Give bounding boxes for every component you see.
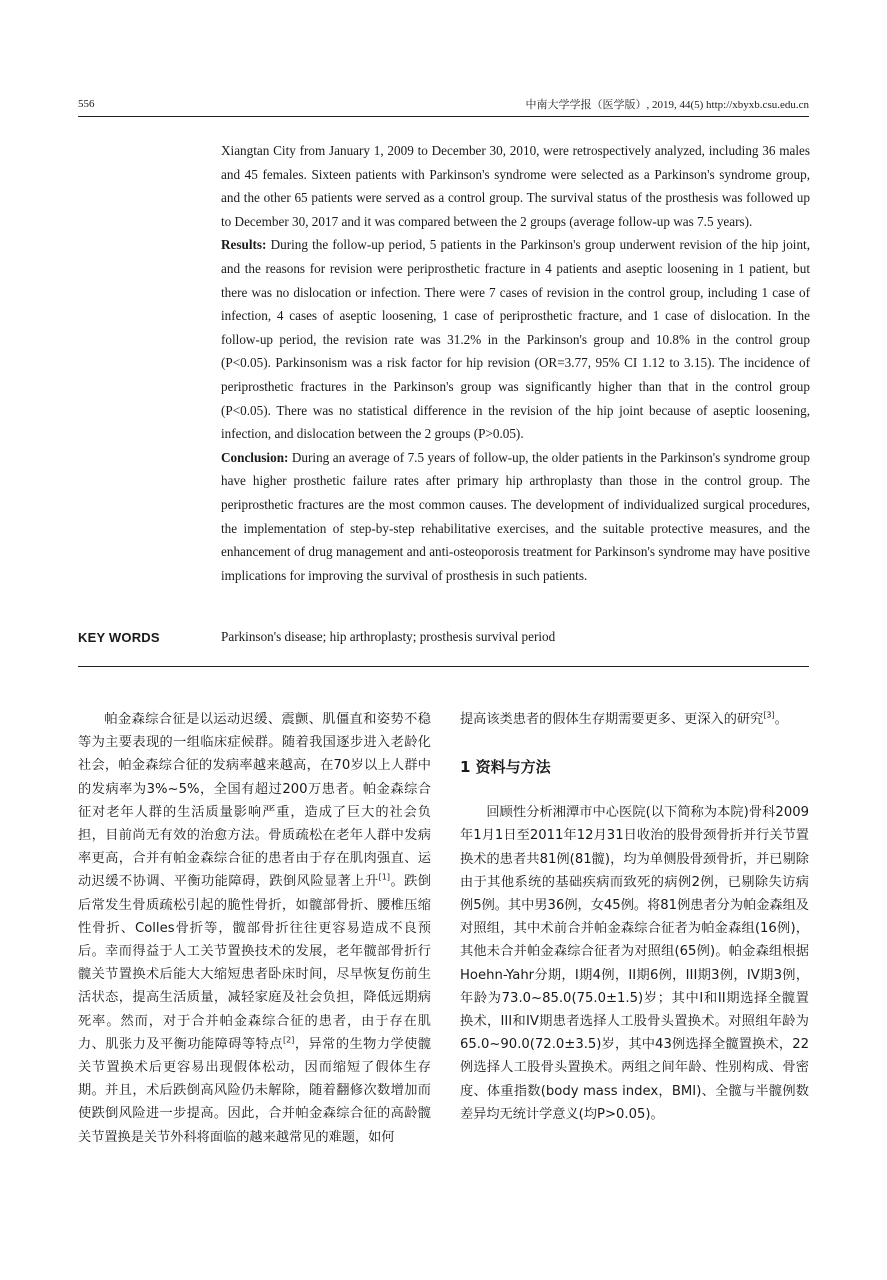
- conclusion-label: Conclusion:: [221, 449, 289, 465]
- citation-3: [3]: [763, 710, 775, 720]
- results-text: During the follow-up period, 5 patients in the Parkinson's group underwent revision of the hip joint, and the reasons for revision were periprosthetic fracture in 4 patients and aseptic loosening in 1 patient, but there was no dislocation or infection. There were 7 cases of revision in the control group, including 1 case of infection, 4 cases of aseptic loosening, 1 case of periprosthetic fracture, and 1 case of dislocation. In the follow-up period, the revision rate was 31.2% in the Parkinson's group and 10.8% in the control group (P<0.05). Parkinsonism was a risk factor for hip revision (OR=3.77, 95% CI 1.12 to 3.15). The incidence of periprosthetic fractures in the Parkinson's group was significantly higher than that in the control group (P<0.05). There was no statistical difference in the revision of the hip joint because of aseptic loosening, infection, and dislocation between the 2 groups (P>0.05).: [221, 237, 811, 442]
- citation-2: [2]: [283, 1035, 295, 1045]
- body-right-column: [460, 708, 809, 1126]
- methods-continued-text: Xiangtan City from January 1, 2009 to December 30, 2010, were retrospectively analyzed, including 36 males and 45 females. Sixteen patients with Parkinson's syndrome were selected as a Parkinson's syndrome group, and the other 65 patients were served as a control group. The survival status of the prosthesis was followed up to December 30, 2017 and it was compared between the 2 groups (average follow-up was 7.5 years).: [221, 143, 810, 229]
- intro-cont-text: 提高该类患者的假体生存期需要更多、更深入的研究: [460, 712, 764, 727]
- intro-text-1: 帕金森综合征是以运动迟缓、震颤、肌僵直和姿势不稳等为主要表现的一组临床症候群。随着我国逐步进入老龄化社会，帕金森综合征的发病率越来越高，在70岁以上人群中的发病率为3%~5%，全国有超过200万患者。帕金森综合征对老年人群的生活质量影响严重，造成了巨大的社会负担，目前尚无有效的治愈方法。骨质疏松在老年人群中发病率更高，合并有帕金森综合征的患者由于存在肌肉强直、运动迟缓不协调、平衡功能障碍，跌倒风险显著上升: [78, 712, 431, 890]
- citation-1: [1]: [378, 873, 390, 883]
- journal-header: 中南大学学报（医学版）, 2019, 44(5) http://xbyxb.csu.edu.cn: [525, 99, 809, 111]
- abstract-bottom-rule: [78, 666, 809, 667]
- conclusion-paragraph: [221, 446, 810, 588]
- keywords-label: KEY WORDS: [78, 630, 160, 645]
- english-abstract: [221, 139, 810, 587]
- intro-paragraph: [78, 708, 431, 1149]
- results-paragraph: [221, 233, 810, 445]
- body-left-column: [78, 708, 431, 1149]
- page-number: 556: [78, 98, 95, 110]
- intro-end: 。: [774, 712, 788, 727]
- section-heading: 1 资料与方法: [460, 758, 551, 777]
- intro-text-2: 。跌倒后常发生骨质疏松引起的脆性骨折，如髋部骨折、腰椎压缩性骨折、Colles骨折等，髋部骨折往往更容易造成不良预后。幸而得益于人工关节置换技术的发展，老年髋部骨折行髋关节置换术后能大大缩短患者卧床时间，尽早恢复伤前生活状态，提高生活质量，减轻家庭及社会负担，降低远期病死率。然而，对于合并帕金森综合征的患者，由于存在肌力、肌张力及平衡功能障碍等特点: [78, 874, 431, 1052]
- header-rule: [78, 116, 809, 117]
- methods-paragraph: 回顾性分析湘潭市中心医院(以下简称为本院)骨科2009年1月1日至2011年12月31日收治的股骨颈骨折并行关节置换术的患者共81例(81髋)，均为单侧股骨颈骨折，并已剔除由于其他系统的基础疾病而致死的病例2例，已剔除失访病例5例。其中男36例，女45例。将81例患者分为帕金森组及对照组，其中术前合并帕金森综合征者为帕金森组(16例)，其他未合并帕金森综合征者为对照组(65例)。帕金森组根据Hoehn-Yahr分期，I期4例，II期6例，III期3例，IV期3例，年龄为73.0~85.0(75.0±1.5)岁；其中I和II期选择全髋置换术，III和IV期患者选择人工股骨头置换术。对照组年龄为65.0~90.0(72.0±3.5)岁，其中43例选择全髋置换术，22例选择人工股骨头置换术。两组之间年龄、性别构成、骨密度、体重指数(body mass index，BMI)、全髋与半髋例数差异均无统计学意义(均P>0.05)。: [460, 805, 809, 1122]
- conclusion-text: During an average of 7.5 years of follow-up, the older patients in the Parkinson's syndrome group have higher prosthetic failure rates after primary hip arthroplasty than those in the control group. The periprosthetic fractures are the most common causes. The development of individualized surgical procedures, the implementation of step-by-step rehabilitative exercises, and the suitable protective measures, and the enhancement of drug management and anti-osteoporosis treatment for Parkinson's syndrome may have positive implications for improving the survival of prosthesis in such patients.: [221, 449, 811, 583]
- results-label: Results:: [221, 237, 267, 253]
- keywords-text: Parkinson's disease; hip arthroplasty; prosthesis survival period: [221, 629, 556, 644]
- intro-text-3: ，异常的生物力学使髋关节置换术后更容易出现假体松动，因而缩短了假体生存期。并且，术后跌倒高风险仍未解除，随着翻修次数增加而使跌倒风险进一步提高。因此，合并帕金森综合征的高龄髋关节置换是关节外科将面临的越来越常见的难题，如何: [78, 1036, 432, 1145]
- intro-continuation: [460, 708, 809, 731]
